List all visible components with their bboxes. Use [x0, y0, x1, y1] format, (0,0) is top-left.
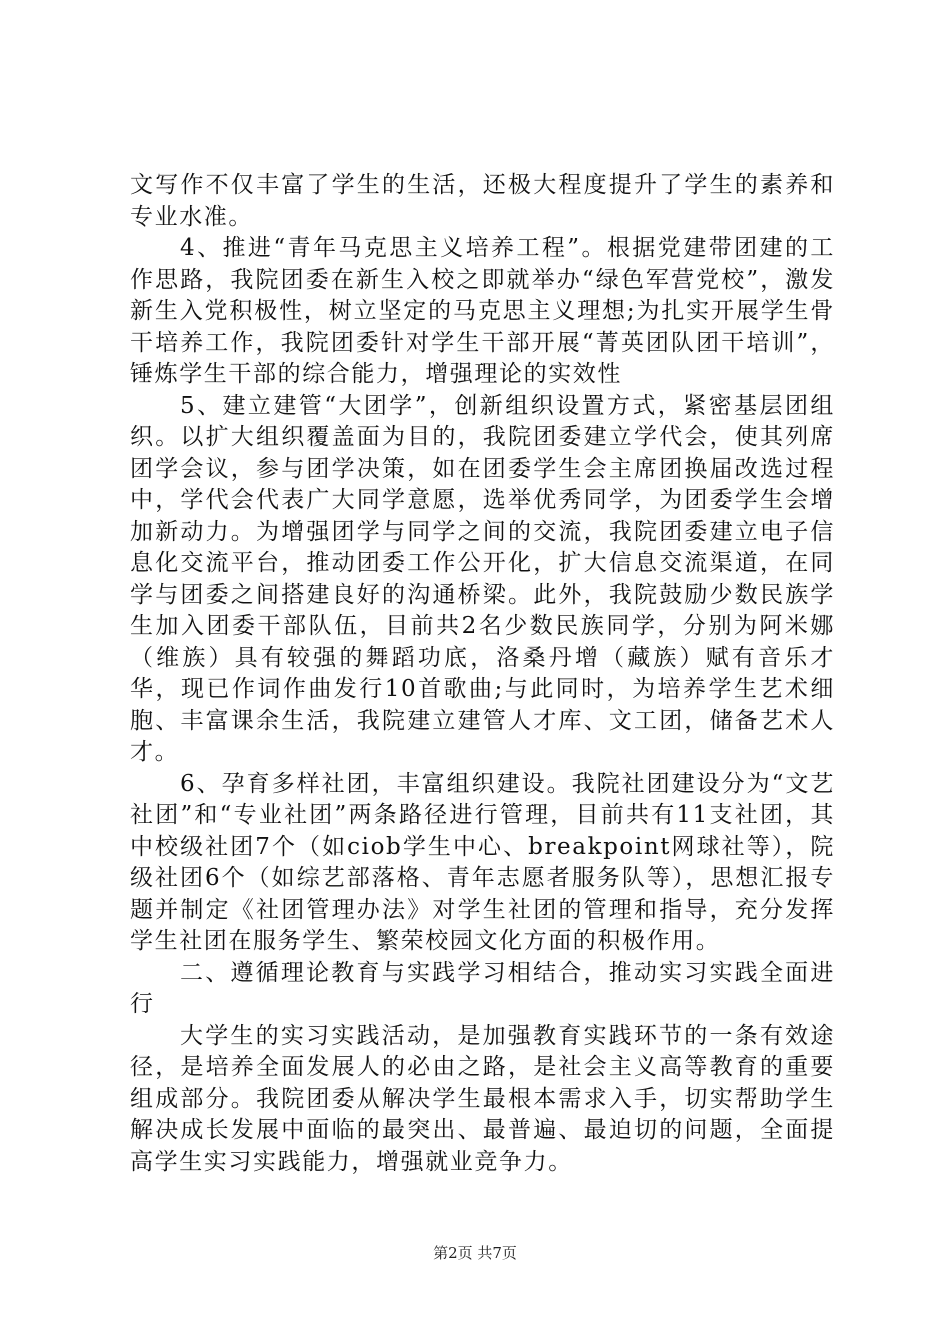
section-heading-2: 二、遵循理论教育与实践学习相结合，推动实习实践全面进行	[130, 959, 835, 1017]
paragraph-section-2-intro: 大学生的实习实践活动，是加强教育实践环节的一条有效途径，是培养全面发展人的必由之路，是社会主义高等教育的重要组成部分。我院团委从解决学生最根本需求入手，切实帮助学生解决成长发展中面临的最突出、最普遍、最迫切的问题，全面提高学生实习实践能力，增强就业竞争力。	[130, 1022, 835, 1175]
document-body	[130, 170, 835, 1178]
paragraph-item-6: 6、孕育多样社团，丰富组织建设。我院社团建设分为“文艺社团”和“专业社团”两条路径进行管理，目前共有11支社团，其中校级社团7个（如ciob学生中心、breakpoint网球社等），院级社团6个（如综艺部落格、青年志愿者服务队等），思想汇报专题并制定《社团管理办法》对学生社团的管理和指导，充分发挥学生社团在服务学生、繁荣校园文化方面的积极作用。	[130, 770, 835, 954]
paragraph-continuation: 文写作不仅丰富了学生的生活，还极大程度提升了学生的素养和专业水准。	[130, 172, 835, 230]
paragraph-item-5: 5、建立建管“大团学”，创新组织设置方式，紧密基层团组织。以扩大组织覆盖面为目的，我院团委建立学代会，使其列席团学会议，参与团学决策，如在团委学生会主席团换届改选过程中，学代会代表广大同学意愿，选举优秀同学，为团委学生会增加新动力。为增强团学与同学之间的交流，我院团委建立电子信息化交流平台，推动团委工作公开化，扩大信息交流渠道，在同学与团委之间搭建良好的沟通桥梁。此外，我院鼓励少数民族学生加入团委干部队伍，目前共2名少数民族同学，分别为阿米娜（维族）具有较强的舞蹈功底，洛桑丹增（藏族）赋有音乐才华，现已作词作曲发行10首歌曲;与此同时，为培养学生艺术细胞、丰富课余生活，我院建立建管人才库、文工团，储备艺术人才。	[130, 392, 835, 765]
paragraph-item-4: 4、推进“青年马克思主义培养工程”。根据党建带团建的工作思路，我院团委在新生入校之即就举办“绿色军营党校”，激发新生入党积极性，树立坚定的马克思主义理想;为扎实开展学生骨干培养工作，我院团委针对学生干部开展“菁英团队团干培训”，锤炼学生干部的综合能力，增强理论的实效性	[130, 235, 835, 387]
page-number-footer: 第2页 共7页	[433, 1244, 517, 1262]
